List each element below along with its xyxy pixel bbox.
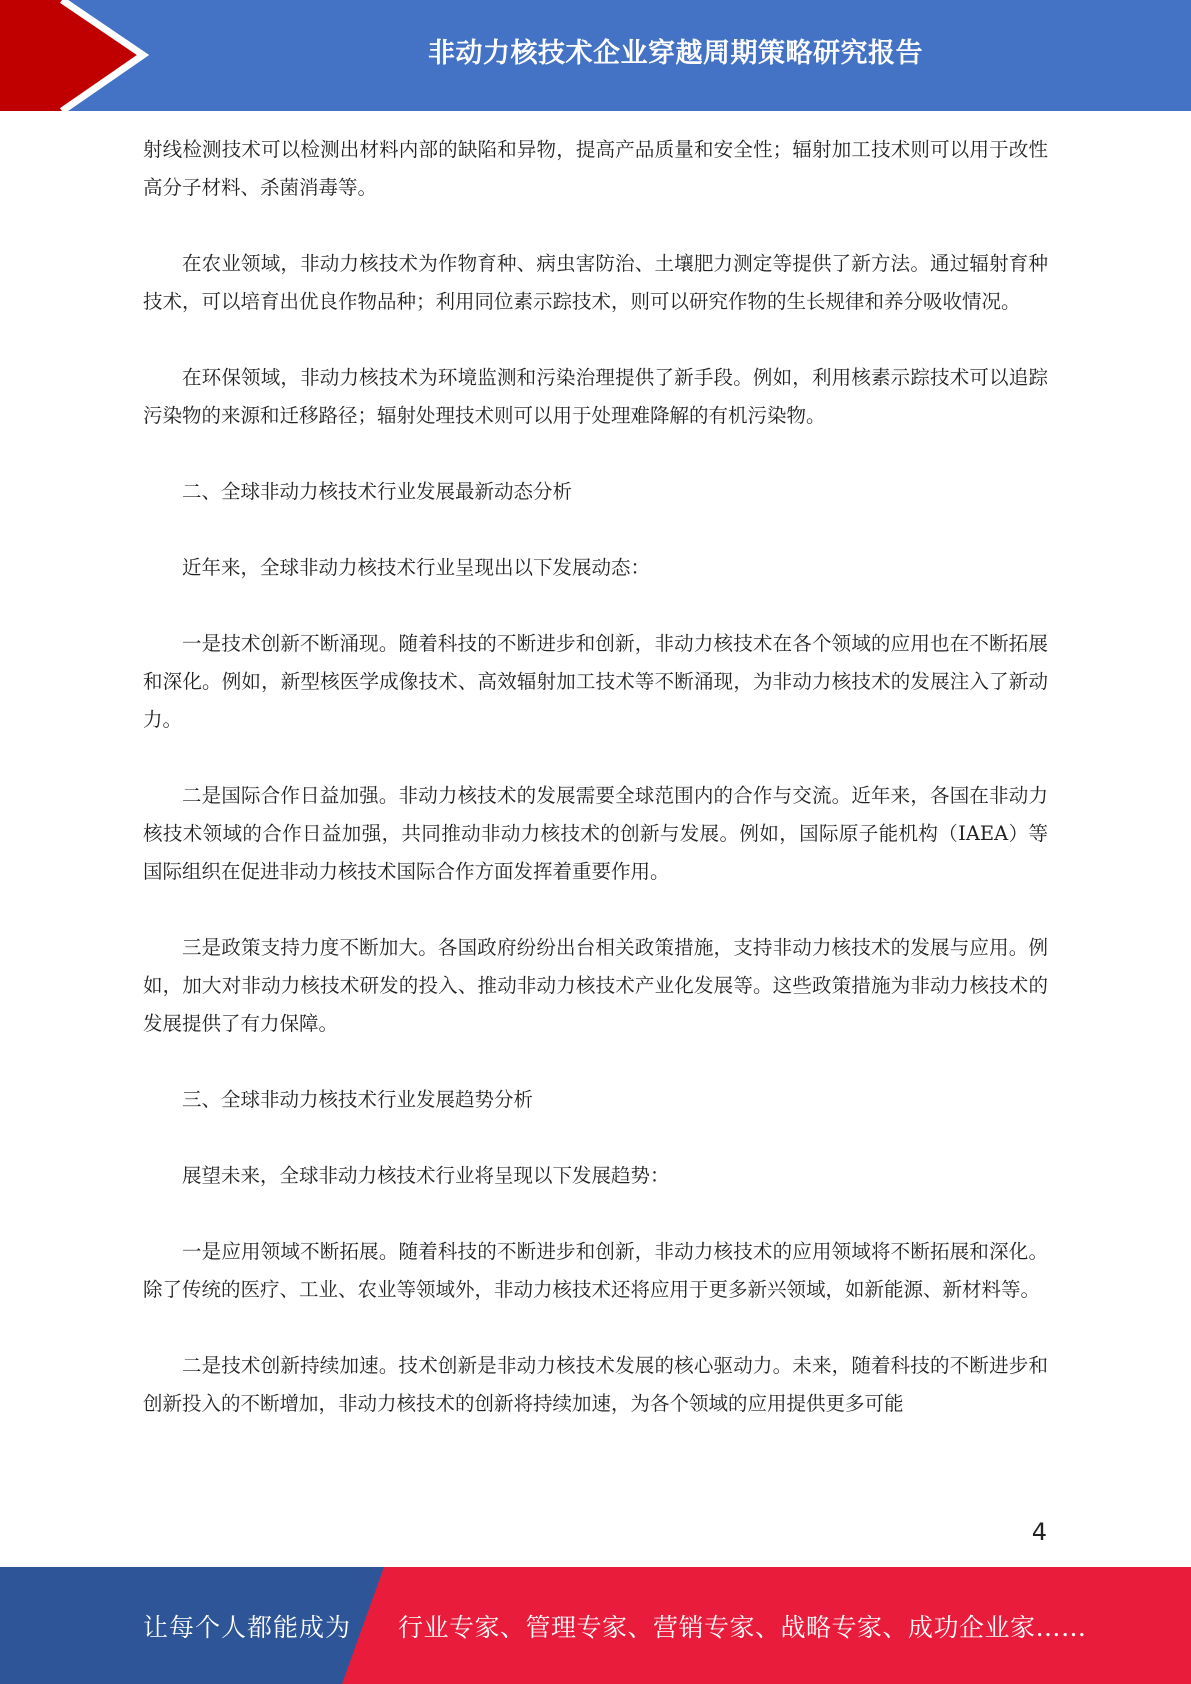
paragraph-7: 二是国际合作日益加强。非动力核技术的发展需要全球范围内的合作与交流。近年来，各国在非动力核技术领域的合作日益加强，共同推动非动力核技术的创新与发展。例如，国际原子能机构（IAEA）等国际组织在促进非动力核技术国际合作方面发挥着重要作用。 [143,784,1048,883]
report-title: 非动力核技术企业穿越周期策略研究报告 [428,37,923,69]
page-number: 4 [1031,1518,1047,1546]
document-body [143,131,1048,1461]
paragraph-2: 在农业领域，非动力核技术为作物育种、病虫害防治、土壤肥力测定等提供了新方法。通过辐射育种技术，可以培育出优良作物品种；利用同位素示踪技术，则可以研究作物的生长规律和养分吸收情况。 [143,252,1048,313]
paragraph-10: 展望未来，全球非动力核技术行业将呈现以下发展趋势： [182,1164,670,1187]
section-heading-3: 三、全球非动力核技术行业发展趋势分析 [182,1088,534,1111]
paragraph-3: 在环保领域，非动力核技术为环境监测和污染治理提供了新手段。例如，利用核素示踪技术可以追踪污染物的来源和迁移路径；辐射处理技术则可以用于处理难降解的有机污染物。 [143,366,1048,427]
paragraph-1: 射线检测技术可以检测出材料内部的缺陷和异物，提高产品质量和安全性；辐射加工技术则可以用于改性高分子材料、杀菌消毒等。 [143,138,1048,199]
footer-slogan-right: 行业专家、管理专家、营销专家、战略专家、成功企业家…… [398,1612,1087,1642]
paragraph-6: 一是技术创新不断涌现。随着科技的不断进步和创新，非动力核技术在各个领域的应用也在不断拓展和深化。例如，新型核医学成像技术、高效辐射加工技术等不断涌现，为非动力核技术的发展注入了新动力。 [143,632,1048,731]
section-heading-2: 二、全球非动力核技术行业发展最新动态分析 [182,480,573,503]
footer-slogan-left: 让每个人都能成为 [143,1612,352,1642]
paragraph-8: 三是政策支持力度不断加大。各国政府纷纷出台相关政策措施，支持非动力核技术的发展与应用。例如，加大对非动力核技术研发的投入、推动非动力核技术产业化发展等。这些政策措施为非动力核技术的发展提供了有力保障。 [143,936,1048,1035]
paragraph-11: 一是应用领域不断拓展。随着科技的不断进步和创新，非动力核技术的应用领域将不断拓展和深化。除了传统的医疗、工业、农业等领域外，非动力核技术还将应用于更多新兴领域，如新能源、新材料等。 [143,1240,1048,1301]
paragraph-12: 二是技术创新持续加速。技术创新是非动力核技术发展的核心驱动力。未来，随着科技的不断进步和创新投入的不断增加，非动力核技术的创新将持续加速，为各个领域的应用提供更多可能 [143,1354,1048,1415]
page-header [0,0,1191,111]
page-footer [0,1567,1191,1684]
paragraph-5: 近年来，全球非动力核技术行业呈现出以下发展动态： [182,556,651,579]
